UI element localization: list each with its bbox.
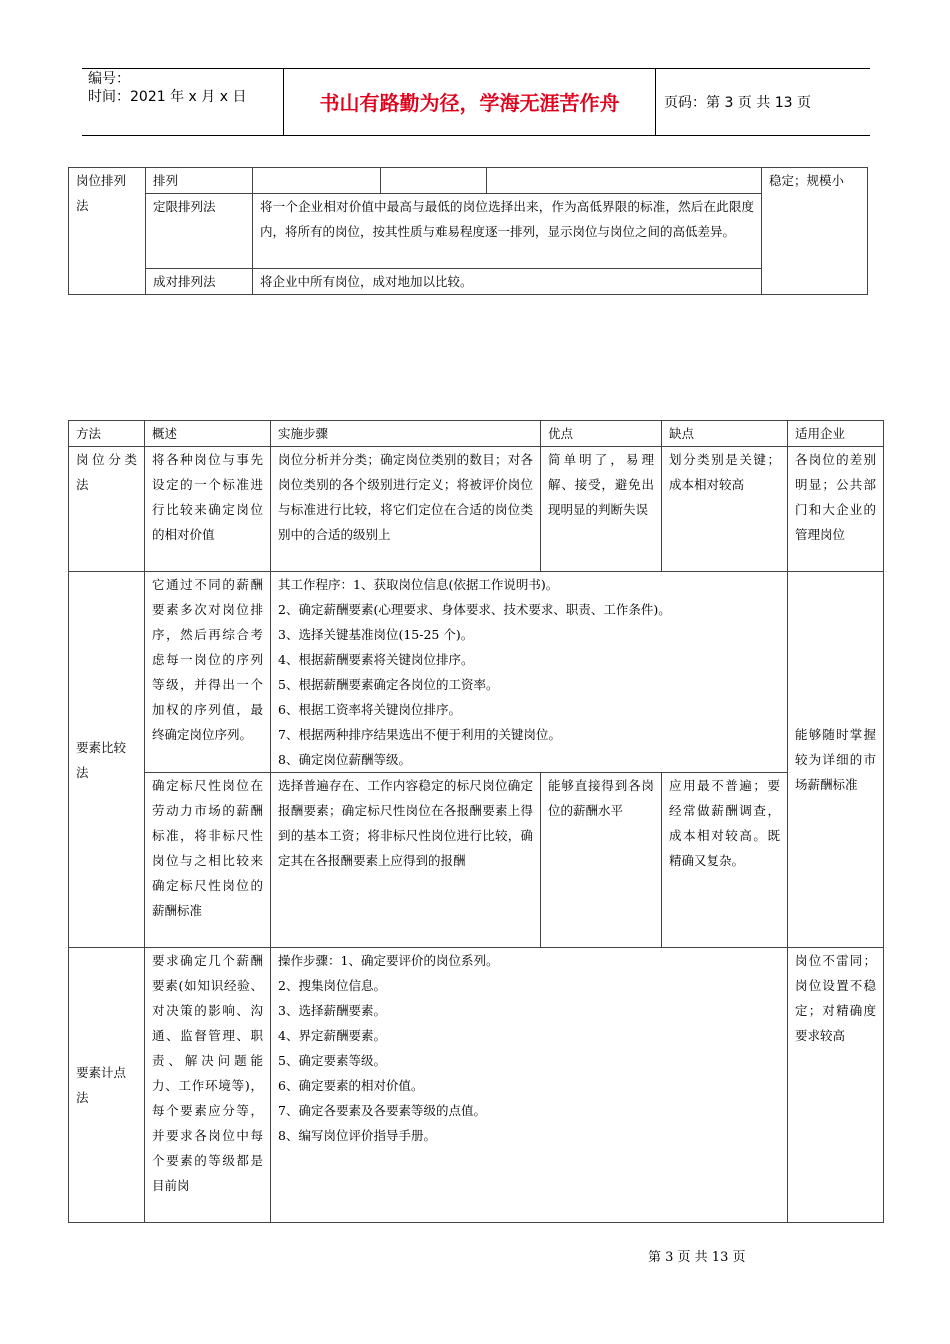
point-factor-method-cell: 要素计点法 — [69, 948, 145, 1223]
header-steps: 实施步骤 — [271, 421, 541, 447]
step-item: 4、界定薪酬要素。 — [278, 1028, 386, 1043]
step-item: 6、根据工资率将关键岗位排序。 — [278, 702, 461, 717]
point-factor-steps-cell — [271, 948, 788, 1223]
empty-cell — [253, 168, 381, 194]
header-overview: 概述 — [145, 421, 271, 447]
factor-comparison-steps-cell — [271, 572, 788, 773]
step-item: 其工作程序：1、获取岗位信息(依据工作说明书)。 — [278, 577, 559, 592]
step-item: 5、确定要素等级。 — [278, 1053, 386, 1068]
benchmark-cons-cell: 应用最不普遍；要经常做薪酬调查，成本相对较高。既精确又复杂。 — [662, 773, 788, 948]
factor-comparison-suitable-cell: 能够随时掌握较为详细的市场薪酬标准 — [788, 572, 884, 948]
step-item: 7、确定各要素及各要素等级的点值。 — [278, 1103, 486, 1118]
header-cons: 缺点 — [662, 421, 788, 447]
paired-ranking-method-cell: 成对排列法 — [146, 269, 253, 295]
step-item: 8、确定岗位薪酬等级。 — [278, 752, 411, 767]
point-factor-suitable-cell: 岗位不雷同；岗位设置不稳定；对精确度要求较高 — [788, 948, 884, 1223]
step-item: 8、编写岗位评价指导手册。 — [278, 1128, 436, 1143]
step-item: 5、根据薪酬要素确定各岗位的工资率。 — [278, 677, 499, 692]
step-item: 3、选择薪酬要素。 — [278, 1003, 386, 1018]
paired-ranking-desc-cell: 将企业中所有岗位，成对地加以比较。 — [253, 269, 762, 295]
benchmark-overview-cell: 确定标尺性岗位在劳动力市场的薪酬标准，将非标尺性岗位与之相比较来确定标尺性岗位的薪酬标准 — [145, 773, 271, 948]
classification-cons-cell: 划分类别是关键；成本相对较高 — [662, 447, 788, 572]
classification-steps-cell: 岗位分析并分类；确定岗位类别的数目；对各岗位类别的各个级别进行定义；将被评价岗位与标准进行比较，将它们定位在合适的岗位类别中的合适的级别上 — [271, 447, 541, 572]
header-bottom-rule — [82, 135, 870, 136]
header-pros: 优点 — [541, 421, 662, 447]
classification-overview-cell: 将各种岗位与事先设定的一个标准进行比较来确定岗位的相对价值 — [145, 447, 271, 572]
step-item: 7、根据两种排序结果选出不便于利用的关键岗位。 — [278, 727, 561, 742]
empty-cell — [487, 168, 762, 194]
limit-ranking-method-cell: 定限排列法 — [146, 194, 253, 269]
classification-method-cell: 岗位分类法 — [69, 447, 145, 572]
benchmark-pros-cell: 能够直接得到各岗位的薪酬水平 — [541, 773, 662, 948]
header-method: 方法 — [69, 421, 145, 447]
limit-ranking-desc-cell: 将一个企业相对价值中最高与最低的岗位选择出来，作为高低界限的标准，然后在此限度内，将所有的岗位，按其性质与难易程度逐一排列，显示岗位与岗位之间的高低差异。 — [253, 194, 762, 269]
point-factor-overview-cell: 要求确定几个薪酬要素(如知识经验、对决策的影响、沟通、监督管理、职责、解决问题能力、工作环境等)，每个要素应分等，并要求各岗位中每个要素的等级都是目前岗 — [145, 948, 271, 1223]
page-footer: 第 3 页 共 13 页 — [648, 1250, 746, 1265]
ranking-method-cell: 排列 — [146, 168, 253, 194]
ranking-method-table — [68, 167, 868, 295]
header-page-code: 页码：第 3 页 共 13 页 — [664, 95, 811, 111]
classification-suitable-cell: 各岗位的差别明显；公共部门和大企业的管理岗位 — [788, 447, 884, 572]
ranking-suitable-cell: 稳定；规模小 — [762, 168, 868, 295]
step-item: 6、确定要素的相对价值。 — [278, 1078, 424, 1093]
header-meta — [88, 70, 246, 106]
doc-date: 时间：2021 年 x 月 x 日 — [88, 89, 247, 105]
classification-pros-cell: 简单明了，易理解、接受，避免出现明显的判断失误 — [541, 447, 662, 572]
header-divider-left — [283, 68, 284, 135]
benchmark-steps-cell: 选择普遍存在、工作内容稳定的标尺岗位确定报酬要素；确定标尺性岗位在各报酬要素上得到的基本工资；将非标尺性岗位进行比较，确定其在各报酬要素上应得到的报酬 — [271, 773, 541, 948]
job-evaluation-table — [68, 420, 884, 1223]
header-suitable: 适用企业 — [788, 421, 884, 447]
factor-comparison-method-cell: 要素比较法 — [69, 572, 145, 948]
empty-cell — [381, 168, 487, 194]
step-item: 3、选择关键基准岗位(15-25 个)。 — [278, 627, 474, 642]
ranking-category-cell: 岗位排列法 — [69, 168, 146, 295]
step-item: 2、确定薪酬要素(心理要求、身体要求、技术要求、职责、工作条件)。 — [278, 602, 671, 617]
step-item: 2、搜集岗位信息。 — [278, 978, 386, 993]
factor-comparison-overview-cell: 它通过不同的薪酬要素多次对岗位排序，然后再综合考虑每一岗位的序列等级，并得出一个加权的序列值，最终确定岗位序列。 — [145, 572, 271, 773]
header-motto: 书山有路勤为径，学海无涯苦作舟 — [319, 91, 620, 115]
doc-number-label: 编号： — [88, 71, 130, 87]
header-divider-right — [655, 68, 656, 135]
step-item: 操作步骤：1、确定要评价的岗位系列。 — [278, 953, 499, 968]
step-item: 4、根据薪酬要素将关键岗位排序。 — [278, 652, 474, 667]
